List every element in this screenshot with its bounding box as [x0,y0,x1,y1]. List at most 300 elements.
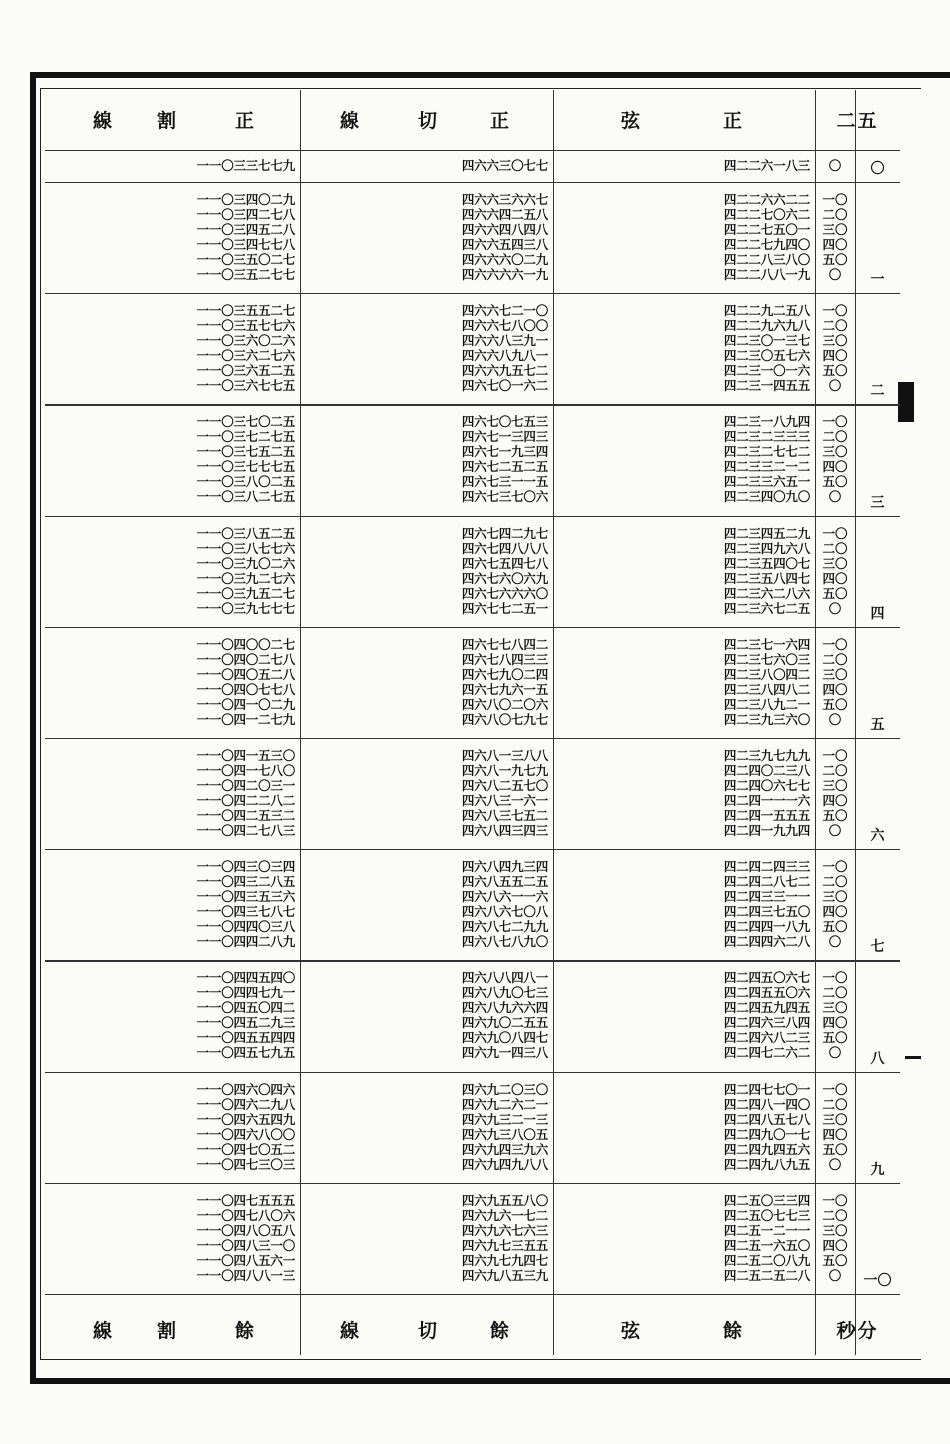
edge-marker [905,1056,921,1059]
sine-cell-value: 四二四一九九四 [723,823,810,838]
sine-cell [645,637,810,727]
seconds-cell-value: 三〇 [822,1000,848,1016]
secant-cell-value: 一一〇三八七七六 [196,540,295,556]
tangent-cell-value: 四六六八三九一 [461,333,548,349]
secant-cell [145,414,295,504]
secant-cell-value: 一一〇四五五四四 [196,1030,295,1046]
row-divider [45,1072,900,1073]
sine-cell-value: 四二四八一四〇 [723,1096,810,1112]
tangent-cell-value: 四六九七九四七 [461,1252,548,1268]
footer-seconds-minutes [815,1300,900,1358]
seconds-cell-value: 四〇 [822,237,848,252]
sine-cell-value: 四二四七二六二 [723,1045,810,1061]
sine-cell-value: 四二三二三三三 [723,429,810,445]
sine-cell-value: 四二三六二八六 [723,585,810,601]
secant-cell-value: 一一〇四六二九八 [196,1096,295,1112]
minute-cell: 一 [870,272,885,289]
seconds-cell-value: 三〇 [822,778,848,793]
tangent-cell-value: 四六六八九八一 [461,348,548,364]
sine-cell-value: 四二四九四五六 [723,1141,810,1157]
tangent-cell-value: 四六九二六二一 [461,1096,548,1112]
seconds-cell-value: 〇 [828,489,842,505]
tangent-cell-value: 四六七一三四三 [461,429,548,445]
tangent-cell-value: 四六六七二一〇 [461,303,548,319]
tangent-cell-value: 四六九七三五五 [461,1237,548,1253]
tangent-cell-value: 四六九一四三八 [461,1045,548,1061]
seconds-cell-value: 三〇 [822,444,848,460]
secant-cell-value: 一一〇三七二七五 [196,429,295,445]
seconds-cell-value: 二〇 [822,985,848,1001]
sine-cell-value: 四二二七九四〇 [723,237,810,252]
sine-cell-value: 四二二七五〇一 [723,222,810,237]
secant-cell-value: 一一〇四八〇五八 [196,1222,295,1238]
secant-cell [145,970,295,1060]
row-divider [45,738,900,739]
minute-cell: 七 [870,939,885,956]
seconds-cell-value: 五〇 [822,363,848,379]
seconds-cell [815,192,855,282]
seconds-cell-value: 三〇 [822,555,848,571]
secant-cell-value: 一一〇四二七八三 [196,823,295,838]
sine-cell-value: 四二三五八四七 [723,570,810,586]
secant-cell-value: 一一〇四六五四九 [196,1111,295,1127]
sine-cell-value: 四二二九六九八 [723,318,810,334]
sine-cell-value: 四二二九二五八 [723,303,810,319]
tangent-cell-value: 四六九二〇三〇 [461,1081,548,1097]
secant-cell-value: 一一〇三六五二五 [196,363,295,379]
seconds-cell [815,1082,855,1172]
seconds-cell-value: 五〇 [822,696,848,712]
sine-cell-value: 四二三八〇四二 [723,666,810,682]
tangent-cell-value: 四六七四二九七 [461,525,548,541]
secant-cell-value: 一一〇四三五三六 [196,889,295,905]
footer-char: 餘 [490,1319,512,1342]
seconds-cell-value: 五〇 [822,252,848,267]
seconds-cell [815,303,855,393]
row-divider [45,293,900,294]
sine-cell-value: 四二二六六二二 [723,192,810,207]
secant-cell-value: 一一〇四三〇三四 [196,859,295,875]
tangent-cell-value: 四六六九五七二 [461,363,548,379]
seconds-cell-value: 四〇 [822,1237,848,1253]
minute-cell: 八 [870,1050,885,1067]
seconds-cell-value: 五〇 [822,1030,848,1046]
secant-cell [145,748,295,838]
secant-cell-value: 一一〇三四七七八 [196,237,295,252]
tangent-cell-value: 四六八四九三四 [461,859,548,875]
tangent-cell-value: 四六九三二一三 [461,1111,548,1127]
sine-cell-value: 四二三四〇九〇 [723,489,810,505]
seconds-cell-value: 二〇 [822,429,848,445]
seconds-cell-value: 五〇 [822,1141,848,1157]
sine-cell-value: 四二三六七二五 [723,600,810,616]
tangent-cell-value: 四六七九六一五 [461,681,548,697]
seconds-cell-value: 五〇 [822,1252,848,1268]
seconds-cell-value: 五〇 [822,474,848,490]
sine-cell-value: 四二三一四五五 [723,378,810,394]
seconds-cell-value: 〇 [828,158,842,173]
header-char: 正 [235,109,257,132]
secant-cell-value: 一一〇三五五二七 [196,303,295,319]
sine-cell-value: 四二四二八七二 [723,874,810,890]
sine-cell [645,1193,810,1283]
secant-cell-value: 一一〇四七八〇六 [196,1207,295,1223]
tangent-cell-value: 四六六四八四八 [461,222,548,237]
sine-cell-value: 四二四六八二三 [723,1030,810,1046]
tangent-cell-value: 四六八五五二五 [461,874,548,890]
seconds-cell-value: 〇 [828,711,842,727]
secant-cell-value: 一一〇四五二九三 [196,1015,295,1031]
seconds-cell-value: 二〇 [822,874,848,890]
secant-cell-value: 一一〇三九〇二六 [196,555,295,571]
seconds-cell-value: 一〇 [822,859,848,875]
tangent-cell-value: 四六八〇二〇六 [461,696,548,712]
secant-cell-value: 一一〇四二二八二 [196,793,295,808]
tangent-cell-value: 四六八三一六一 [461,793,548,808]
seconds-cell-value: 一〇 [822,1081,848,1097]
sine-cell-value: 四二五〇三三四 [723,1192,810,1208]
tangent-cell-value: 四六九〇二五五 [461,1015,548,1031]
seconds-cell-value: 一〇 [822,303,848,319]
column-divider [553,90,554,1355]
secant-cell-value: 一一〇四四二八九 [196,934,295,950]
sine-cell-value: 四二三九三六〇 [723,711,810,727]
tangent-cell-value: 四六七九〇二四 [461,666,548,682]
footer-minute-label: 秒分 [836,1319,879,1342]
row-divider [45,627,900,628]
footer-char: 線 [93,1319,115,1342]
seconds-cell-value: 三〇 [822,666,848,682]
sine-cell-value: 四二三四九六八 [723,540,810,556]
seconds-cell-value: 一〇 [822,192,848,207]
seconds-cell-value: 一〇 [822,1192,848,1208]
tangent-cell-value: 四六七〇一六二 [461,378,548,394]
sine-cell-value: 四二四二四三三 [723,859,810,875]
tangent-cell-value: 四六七四八八八 [461,540,548,556]
thumb-tab-marker [898,382,914,422]
tangent-cell-value: 四六八九〇七三 [461,985,548,1001]
secant-cell-value: 一一〇三八二七五 [196,489,295,505]
tangent-cell-value: 四六八二五七〇 [461,778,548,793]
secant-cell-value: 一一〇三四五二八 [196,222,295,237]
minute-cell: 九 [870,1161,885,1178]
secant-cell-value: 一一〇四二〇三一 [196,778,295,793]
sine-cell-value: 四二三七一六四 [723,636,810,652]
seconds-cell-value: 二〇 [822,651,848,667]
row-divider [45,960,900,961]
seconds-cell-value: 三〇 [822,1111,848,1127]
tangent-cell [385,859,548,949]
minute-cell: 一〇 [863,1273,892,1289]
header-char: 正 [723,109,745,132]
row-divider [45,1183,900,1184]
sine-cell-value: 四二四六三八四 [723,1015,810,1031]
seconds-cell-value: 三〇 [822,333,848,349]
sine-cell [645,1082,810,1172]
tangent-cell-value: 四六九六七六三 [461,1222,548,1238]
seconds-cell-value: 三〇 [822,1222,848,1238]
secant-cell-value: 一一〇四八五六一 [196,1252,295,1268]
sine-cell-value: 四二四一五五五 [723,808,810,823]
header-minute-label: 二五 [836,109,879,132]
secant-cell [145,1082,295,1172]
tangent-cell-value: 四六九五五八〇 [461,1192,548,1208]
sine-cell-value: 四二五二〇八九 [723,1252,810,1268]
secant-cell-value: 一一〇四〇〇二七 [196,636,295,652]
secant-cell-value: 一一〇三九五二七 [196,585,295,601]
minute-cell: 二 [870,383,885,400]
tangent-cell-value: 四六六三〇七七 [461,158,548,173]
seconds-cell-value: 〇 [828,823,842,838]
seconds-cell-value: 〇 [828,1045,842,1061]
row-divider [45,849,900,850]
seconds-cell [815,637,855,727]
seconds-cell-value: 二〇 [822,207,848,222]
secant-cell-value: 一一〇四五〇四二 [196,1000,295,1016]
tangent-cell-value: 四六八八四八一 [461,970,548,986]
seconds-cell-value: 二〇 [822,763,848,778]
secant-cell-value: 一一〇四一五三〇 [196,748,295,763]
sine-cell [645,859,810,949]
tangent-cell-value: 四六九六一七二 [461,1207,548,1223]
sine-cell-value: 四二三九七九九 [723,748,810,763]
minute-cell: 六 [870,828,885,845]
sine-cell-value: 四二三〇一三七 [723,333,810,349]
trig-table [45,90,900,1355]
secant-cell-value: 一一〇四〇七七八 [196,681,295,697]
secant-cell-value: 一一〇四一〇二九 [196,696,295,712]
tangent-cell-value: 四六八九六六四 [461,1000,548,1016]
sine-cell-value: 四二三五四〇七 [723,555,810,571]
seconds-cell-value: 一〇 [822,636,848,652]
tangent-cell-value: 四六七三一一五 [461,474,548,490]
header-tangent [300,90,553,148]
footer-char: 餘 [723,1319,745,1342]
secant-cell-value: 一一〇四八八一三 [196,1267,295,1283]
seconds-cell-value: 四〇 [822,1015,848,1031]
footer-char: 餘 [235,1319,257,1342]
seconds-cell-value: 五〇 [822,808,848,823]
row-divider [45,404,900,405]
seconds-cell [815,859,855,949]
footer-char: 弦 [621,1319,643,1342]
sine-cell [645,158,810,173]
tangent-cell-value: 四六六三六六七 [461,192,548,207]
tangent-cell [385,192,548,282]
secant-cell-value: 一一〇四三七八七 [196,904,295,920]
tangent-cell-value: 四六九八五三九 [461,1267,548,1283]
sine-cell-value: 四二三三六五一 [723,474,810,490]
secant-cell-value: 一一〇四一二七九 [196,711,295,727]
secant-cell-value: 一一〇四四五四〇 [196,970,295,986]
sine-cell-value: 四二五一六五〇 [723,1237,810,1253]
sine-cell [645,414,810,504]
seconds-cell [815,1193,855,1283]
tangent-cell-value: 四六七六〇六九 [461,570,548,586]
seconds-cell-value: 四〇 [822,570,848,586]
tangent-cell-value: 四六七三七〇六 [461,489,548,505]
secant-cell-value: 一一〇三八五二五 [196,525,295,541]
tangent-cell-value: 四六九〇八四七 [461,1030,548,1046]
sine-cell-value: 四二三一八九四 [723,414,810,430]
tangent-cell [385,158,548,173]
tangent-cell-value: 四六八六一一六 [461,889,548,905]
tangent-cell [385,303,548,393]
column-divider [300,90,301,1355]
seconds-cell [815,748,855,838]
sine-cell-value: 四二四七七〇一 [723,1081,810,1097]
footer-cosecant [45,1300,300,1358]
secant-cell-value: 一一〇三九七七七 [196,600,295,616]
header-sine [553,90,815,148]
sine-cell-value: 四二五〇七七三 [723,1207,810,1223]
secant-cell [145,526,295,616]
seconds-cell-value: 五〇 [822,919,848,935]
sine-cell-value: 四二四八五七八 [723,1111,810,1127]
secant-cell-value: 一一〇四〇二七八 [196,651,295,667]
sine-cell [645,192,810,282]
secant-cell-value: 一一〇四一七八〇 [196,763,295,778]
seconds-cell-value: 〇 [828,934,842,950]
sine-cell [645,970,810,1060]
tangent-cell-value: 四六七六六六〇 [461,585,548,601]
header-char: 切 [418,109,440,132]
seconds-cell [815,414,855,504]
tangent-cell-value: 四六七七八四二 [461,636,548,652]
secant-cell-value: 一一〇四八三一〇 [196,1237,295,1253]
tangent-cell-value: 四六八七八九〇 [461,934,548,950]
sine-cell-value: 四二四九八九五 [723,1156,810,1172]
sine-cell-value: 四二三八四八二 [723,681,810,697]
seconds-cell [815,526,855,616]
tangent-cell-value: 四六八〇七九七 [461,711,548,727]
tangent-cell [385,1193,548,1283]
tangent-cell-value: 四六八六七〇八 [461,904,548,920]
seconds-cell-value: 四〇 [822,681,848,697]
tangent-cell [385,970,548,1060]
secant-cell-value: 一一〇三五〇二七 [196,252,295,267]
secant-cell-value: 一一〇四〇五二八 [196,666,295,682]
sine-cell-value: 四二三七六〇三 [723,651,810,667]
seconds-cell-value: 四〇 [822,793,848,808]
seconds-cell [815,158,855,173]
sine-cell-value: 四二四四六二八 [723,934,810,950]
sine-cell-value: 四二四〇二三八 [723,763,810,778]
sine-cell-value: 四二二八八一九 [723,267,810,282]
secant-cell-value: 一一〇四六〇四六 [196,1081,295,1097]
minute-cell: 四 [870,605,885,622]
seconds-cell-value: 〇 [828,600,842,616]
row-divider [45,182,900,183]
sine-cell-value: 四二二七〇六二 [723,207,810,222]
tangent-cell-value: 四六八三七五二 [461,808,548,823]
secant-cell-value: 一一〇四四七九一 [196,985,295,1001]
sine-cell-value: 四二三三二一二 [723,459,810,475]
sine-cell [645,526,810,616]
tangent-cell-value: 四六六六六一九 [461,267,548,282]
minute-cell: 〇 [870,161,885,177]
secant-cell-value: 一一〇三六〇二六 [196,333,295,349]
tangent-cell [385,526,548,616]
sine-cell-value: 四二四五九四五 [723,1000,810,1016]
secant-cell [145,303,295,393]
tangent-cell-value: 四六七一九三四 [461,444,548,460]
seconds-cell-value: 二〇 [822,1207,848,1223]
seconds-cell-value: 二〇 [822,540,848,556]
footer-char: 切 [418,1319,440,1342]
tangent-cell-value: 四六八一九七九 [461,763,548,778]
sine-cell-value: 四二四三七五〇 [723,904,810,920]
secant-cell [145,859,295,949]
secant-cell-value: 一一〇三七〇二五 [196,414,295,430]
secant-cell-value: 一一〇四六八〇〇 [196,1126,295,1142]
header-secant [45,90,300,148]
secant-cell-value: 一一〇三三七七九 [196,158,295,173]
tangent-cell-value: 四六九四九八八 [461,1156,548,1172]
secant-cell-value: 一一〇四七〇五二 [196,1141,295,1157]
footer-cosine [553,1300,815,1358]
secant-cell [145,158,295,173]
seconds-cell-value: 三〇 [822,222,848,237]
tangent-cell-value: 四六七八四三三 [461,651,548,667]
secant-cell [145,1193,295,1283]
seconds-cell-value: 五〇 [822,585,848,601]
header-char: 線 [93,109,115,132]
header-char: 割 [157,109,179,132]
tangent-cell-value: 四六八七二九九 [461,919,548,935]
sine-cell-value: 四二四五〇六七 [723,970,810,986]
tangent-cell-value: 四六六七八〇〇 [461,318,548,334]
seconds-cell-value: 四〇 [822,1126,848,1142]
seconds-cell-value: 一〇 [822,748,848,763]
secant-cell-value: 一一〇三四〇二九 [196,192,295,207]
sine-cell-value: 四二四九〇一七 [723,1126,810,1142]
tangent-cell-value: 四六九四三九六 [461,1141,548,1157]
header-char: 正 [490,109,512,132]
row-divider [45,516,900,517]
tangent-cell-value: 四六七〇七五三 [461,414,548,430]
seconds-cell-value: 二〇 [822,1096,848,1112]
sine-cell-value: 四二二八三八〇 [723,252,810,267]
sine-cell-value: 四二四三三一一 [723,889,810,905]
header-char: 弦 [621,109,643,132]
tangent-cell-value: 四六六四二五八 [461,207,548,222]
seconds-cell-value: 〇 [828,267,842,282]
sine-cell-value: 四二三四五二九 [723,525,810,541]
secant-cell-value: 一一〇三九二七六 [196,570,295,586]
footer-char: 割 [157,1319,179,1342]
seconds-cell-value: 四〇 [822,459,848,475]
seconds-cell-value: 三〇 [822,889,848,905]
secant-cell-value: 一一〇四二五三二 [196,808,295,823]
secant-cell-value: 一一〇四三二八五 [196,874,295,890]
tangent-cell-value: 四六九三八〇五 [461,1126,548,1142]
tangent-cell-value: 四六七五四七八 [461,555,548,571]
secant-cell [145,192,295,282]
sine-cell-value: 四二二六一八三 [723,158,810,173]
tangent-cell-value: 四六六六〇二九 [461,252,548,267]
secant-cell-value: 一一〇四五七九五 [196,1045,295,1061]
footer-char: 線 [340,1319,362,1342]
secant-cell-value: 一一〇四七三〇三 [196,1156,295,1172]
secant-cell-value: 一一〇三五七七六 [196,318,295,334]
tangent-cell-value: 四六七七二五一 [461,600,548,616]
seconds-cell-value: 二〇 [822,318,848,334]
sine-cell [645,303,810,393]
secant-cell-value: 一一〇三七七七五 [196,459,295,475]
tangent-cell-value: 四六八四三四三 [461,823,548,838]
tangent-cell [385,748,548,838]
